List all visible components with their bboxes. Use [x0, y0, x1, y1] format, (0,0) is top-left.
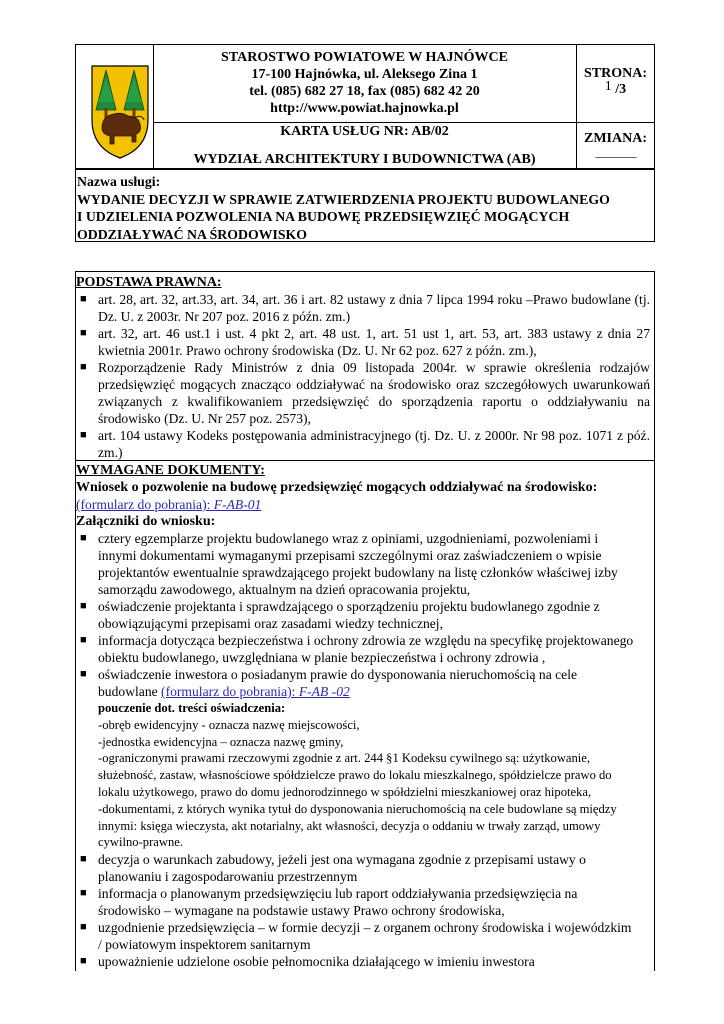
bullet-icon: ■ — [80, 327, 87, 339]
service-title-line2: I UDZIELENIA POZWOLENIA NA BUDOWĘ PRZEDSIĘWZIĘĆ MOGĄCYCH — [77, 209, 570, 224]
bullet-icon: ■ — [80, 955, 87, 968]
instruction-line: -dokumentami, z których wynika tytuł do dysponowania nieruchomością na cele budowlane są między innymi: księga wieczysta, akt notarialny, akt własności, decyzja o oddaniu w trwały zarząd, umowy cywilno-prawne. — [98, 801, 617, 850]
instruction-line: -jednostka ewidencyjna – oznacza nazwę gminy, — [98, 734, 344, 749]
list-item: ■ informacja o planowanym przedsięwzięciu lub raport oddziaływania przedsięwzięcia na środowisko – wymagane na podstawie ustawy Prawo ochrony środowiska, — [80, 886, 578, 919]
bullet-icon: ■ — [80, 361, 87, 373]
service-label: Nazwa usługi: — [77, 174, 161, 189]
office-website[interactable]: http://www.powiat.hajnowka.pl — [270, 101, 459, 116]
legal-list — [76, 291, 652, 461]
bullet-icon: ■ — [80, 853, 87, 866]
documents-heading: WYMAGANE DOKUMENTY: — [76, 463, 265, 478]
list-item: ■ upoważnienie udzielone osobie pełnomocnika działającego w imieniu inwestora — [80, 954, 535, 970]
card-number: KARTA USŁUG NR: AB/02 — [280, 124, 449, 139]
department-name: WYDZIAŁ ARCHITEKTURY I BUDOWNICTWA (AB) — [193, 152, 536, 167]
office-address: 17-100 Hajnówka, ul. Aleksego Zina 1 — [251, 67, 478, 82]
bullet-icon: ■ — [80, 429, 87, 441]
change-value: ________ — [595, 145, 636, 159]
list-item: ■ art. 104 ustawy Kodeks postępowania administracyjnego (tj. Dz. U. z 2000r. Nr 98 poz. 1071 z póź. zm.) — [80, 428, 650, 460]
list-item: ■ oświadczenie inwestora o posiadanym prawie do dysponowania nieruchomością na cele budowlane (formularz do pobrania): F-AB -02 pouczenie dot. treści oświadczenia: -obręb ewidencyjny - oznacza nazwę miejscowości, -jednostka ewidencyjna – oznacza nazwę gminy, -ograniczonymi prawami rzeczowymi zgodnie z art. 244 §1 Kodeksu cywilnego są: użytkowanie, służebność, zastaw, własnościowe spółdzielcze prawo do lokalu mieszkalnego, spółdzielcze prawo do lokalu użytkowego, prawo do domu jednorodzinnego w spółdzielni mieszkaniowej oraz hipoteka, -dokumentami, z których wynika tytuł do dysponowania nieruchomością na cele budowlane są między innymi: księga wieczysta, akt notarialny, akt własności, decyzja o oddaniu w trwały zarząd, umowy cywilno-prawne. — [76, 666, 638, 851]
bullet-icon: ■ — [80, 668, 87, 680]
service-block — [77, 173, 653, 243]
list-item: ■ Rozporządzenie Rady Ministrów z dnia 09 listopada 2004r. w sprawie określenia rodzajów przedsięwzięć mogących znacząco oddziaływać na środowisko oraz szczegółowych uwarunkowań związanych z kwalifikowaniem przedsięwzięć do sporządzenia raportu o oddziaływaniu na środowisko (Dz. U. Nr 257 poz. 2573), — [80, 360, 650, 426]
office-phone: tel. (085) 682 27 18, fax (085) 682 42 20 — [249, 84, 480, 99]
service-title-line3: ODDZIAŁYWAĆ NA ŚRODOWISKO — [77, 226, 307, 242]
coat-of-arms-logo — [88, 62, 152, 162]
legal-heading: PODSTAWA PRAWNA: — [76, 275, 222, 290]
documents-section — [76, 462, 652, 970]
change-label: ZMIANA: — [584, 131, 647, 146]
list-item: ■ art. 28, art. 32, art.33, art. 34, art. 36 i art. 82 ustawy z dnia 7 lipca 1994 roku –Prawo budowlane (tj. Dz. U. z 2003r. Nr 207 poz. 2016 z późn. zm.) — [80, 292, 650, 324]
page-current: 1 — [604, 79, 612, 94]
list-item: ■ uzgodnienie przedsięwzięcia – w formie decyzji – z organem ochrony środowiska i wojewódzkim / powiatowym inspektorem sanitarnym — [80, 920, 632, 953]
instruction-label: pouczenie dot. treści oświadczenia: — [98, 701, 286, 715]
page-number — [576, 79, 655, 98]
attachments-list — [76, 530, 652, 970]
request-title: Wniosek o pozwolenie na budowę przedsięwzięć mogących oddziaływać na środowisko: — [76, 480, 598, 495]
bullet-icon: ■ — [80, 532, 87, 544]
header-divider-mid — [153, 122, 655, 123]
page-label: STRONA: — [583, 66, 647, 81]
legal-section — [76, 274, 652, 461]
list-item: ■ informacja dotycząca bezpieczeństwa i ochrony zdrowia ze względu na specyfikę projektowanego obiektu budowlanego, uwzględniana w planie bezpieczeństwa i ochrony zdrowia , — [80, 633, 634, 665]
bullet-icon: ■ — [80, 921, 87, 934]
list-item: ■ cztery egzemplarze projektu budowlanego wraz z opiniami, uzgodnieniami, pozwoleniami i innymi dokumentami wymaganymi przepisami szczególnymi oraz zaświadczeniem o wpisie projektantów ewentualnie sprawdzającego projekt budowlany na listę członków właściwej izby samorządu zawodowego, aktualnym na dzień opracowania projektu, — [80, 531, 618, 597]
instruction-line: -ograniczonymi prawami rzeczowymi zgodnie z art. 244 §1 Kodeksu cywilnego są: użytkowanie, służebność, zastaw, własnościowe spółdzielcze prawo do lokalu mieszkalnego, spółdzielcze prawo do lokalu użytkowego, prawo do domu jednorodzinnego w spółdzielni mieszkaniowej oraz hipoteka, — [98, 751, 612, 799]
list-item: ■ oświadczenie projektanta i sprawdzającego o sporządzeniu projektu budowlanego zgodnie z obowiązującymi przepisami oraz zasadami wiedzy technicznej, — [80, 599, 600, 631]
instruction-line: -obręb ewidencyjny - oznacza nazwę miejscowości, — [98, 717, 360, 732]
office-name: STAROSTWO POWIATOWE W HAJNÓWCE — [221, 50, 508, 65]
bullet-icon: ■ — [80, 293, 87, 305]
form2-link[interactable]: (formularz do pobrania): F-AB -02 — [161, 684, 350, 699]
bullet-icon: ■ — [80, 887, 87, 900]
list-item: ■ decyzja o warunkach zabudowy, jeżeli jest ona wymagana zgodnie z przepisami ustawy o planowaniu i zagospodarowaniu przestrzennym — [80, 852, 586, 885]
bullet-icon: ■ — [80, 600, 87, 612]
form1-link[interactable]: (formularz do pobrania): F-AB-01 — [76, 497, 262, 512]
list-item: ■ art. 32, art. 46 ust.1 i ust. 4 pkt 2, art. 48 ust. 1, art. 51 ust 1, art. 53, art. 383 ustawy z dnia 27 kwietnia 2001r. Prawo ochrony środowiska (Dz. U. Nr 62 poz. 627 z późn. zm.), — [80, 326, 650, 358]
service-title-line1: WYDANIE DECYZJI W SPRAWIE ZATWIERDZENIA PROJEKTU BUDOWLANEGO — [77, 191, 610, 207]
page-total: /3 — [615, 82, 627, 97]
bullet-icon: ■ — [80, 634, 87, 646]
attachments-label: Załączniki do wniosku: — [76, 514, 216, 529]
